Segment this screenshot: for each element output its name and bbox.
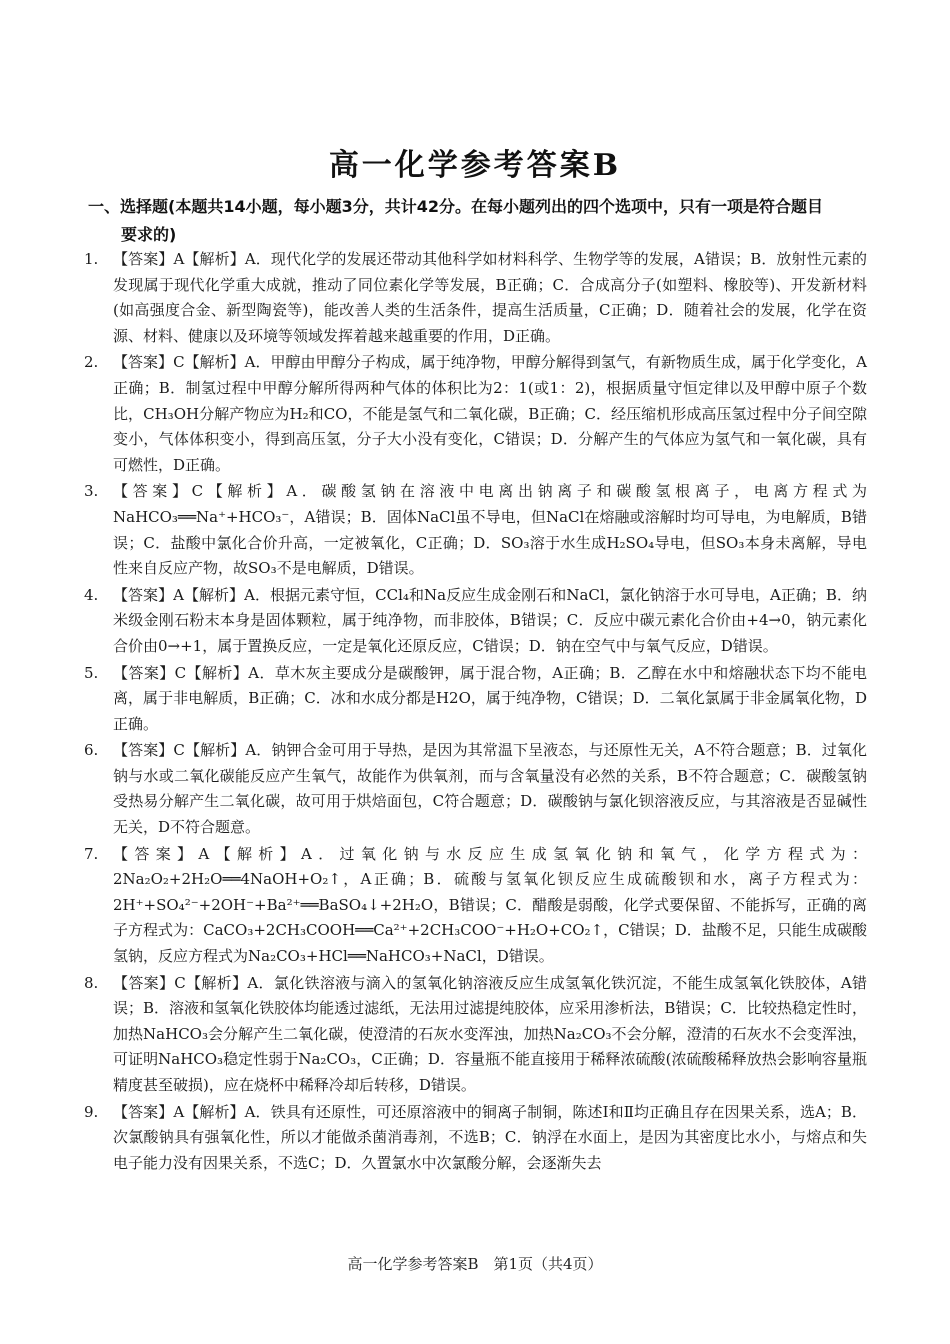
answer-text: 【答案】A【解析】A．现代化学的发展还带动其他科学如材料科学、生物学等的发展，A错误；B．放射性元素的发现属于现代化学重大成就，推动了同位素化学等发展，B正确；C．合成高分子(如塑料、橡胶等)、开发新材料(如高强度合金、新型陶瓷等)，能改善人类的生活条件，提高生活质量，C正确；D．随着社会的发展，化学在资源、材料、健康以及环境等领域发挥着越来越重要的作用，D正确。 <box>113 250 867 345</box>
answer-text: 【答案】A【解析】A．过氧化钠与水反应生成氢氧化钠和氧气，化学方程式为：2Na₂O₂+2H₂O══4NaOH+O₂↑，A正确；B．硫酸与氢氧化钡反应生成硫酸钡和水，离子方程式为：2H⁺+SO₄²⁻+2OH⁻+Ba²⁺══BaSO₄↓+2H₂O，B错误；C．醋酸是弱酸，化学式要保留、不能拆写，正确的离子方程式为：CaCO₃+2CH₃COOH══Ca²⁺+2CH₃COO⁻+H₂O+CO₂↑，C错误；D．盐酸不足，只能生成碳酸氢钠，反应方程式为Na₂CO₃+HCl══NaHCO₃+NaCl，D错误。 <box>113 844 867 966</box>
answer-number: 5. <box>84 663 99 682</box>
answer-number: 1. <box>84 250 99 268</box>
page-footer: 高一化学参考答案B 第1页（共4页） <box>347 1255 603 1273</box>
page-title: 高一化学参考答案B <box>328 148 622 183</box>
answer-text: 【答案】C【解析】A．碳酸氢钠在溶液中电离出钠离子和碳酸氢根离子，电离方程式为NaHCO₃══Na⁺+HCO₃⁻，A错误；B．固体NaCl虽不导电，但NaCl在熔融或溶解时均可导电，为电解质，B错误；C．盐酸中氯化合价升高，一定被氧化，C正确；D．SO₃溶于水生成H₂SO₄导电，但SO₃本身未离解，导电性来自反应产物，故SO₃不是电解质，D错误。 <box>113 482 867 578</box>
answer-item-8 <box>84 971 867 1099</box>
answer-number: 4. <box>84 585 99 604</box>
answer-number: 6. <box>84 741 99 760</box>
section-heading-line2: 要求的) <box>121 225 177 244</box>
answer-item-3 <box>84 479 867 581</box>
answer-item-4 <box>84 583 867 660</box>
answer-number: 7. <box>84 844 99 863</box>
answer-list <box>84 247 867 1177</box>
answer-text: 【答案】C【解析】A．氯化铁溶液与滴入的氢氧化钠溶液反应生成氢氧化铁沉淀，不能生成氢氧化铁胶体，A错误；B．溶液和氢氧化铁胶体均能透过滤纸，无法用过滤提纯胶体，应采用渗析法，B错误；C．比较热稳定性时，加热NaHCO₃会分解产生二氧化碳，使澄清的石灰水变浑浊，加热Na₂CO₃不会分解，澄清的石灰水不会变浑浊，可证明NaHCO₃稳定性弱于Na₂CO₃，C正确；D．容量瓶不能直接用于稀释浓硫酸(浓硫酸稀释放热会影响容量瓶精度甚至破损)，应在烧杯中稀释冷却后转移，D错误。 <box>113 973 867 1094</box>
answer-number: 9. <box>84 1102 99 1121</box>
answer-text: 【答案】A【解析】A．根据元素守恒，CCl₄和Na反应生成金刚石和NaCl，氯化钠溶于水可导电，A正确；B．纳米级金刚石粉末本身是固体颗粒，属于纯净物，而非胶体，B错误；C．反应中碳元素化合价由+4→0，钠元素化合价由0→+1，属于置换反应，一定是氧化还原反应，C错误；D．钠在空气中与氧气反应，D错误。 <box>113 585 867 655</box>
answer-number: 8. <box>84 973 99 992</box>
answer-number: 2. <box>84 353 99 372</box>
answer-text: 【答案】C【解析】A．草木灰主要成分是碳酸钾，属于混合物，A正确；B．乙醇在水中和熔融状态下均不能电离，属于非电解质，B正确；C．冰和水成分都是H2O，属于纯净物，C错误；D．二氧化氯属于非金属氧化物，D正确。 <box>113 663 867 733</box>
answer-item-7 <box>84 842 867 970</box>
answer-text: 【答案】C【解析】A．甲醇由甲醇分子构成，属于纯净物，甲醇分解得到氢气，有新物质生成，属于化学变化，A正确；B．制氢过程中甲醇分解所得两种气体的体积比为2：1(或1：2)，根据质量守恒定律以及甲醇中原子个数比，CH₃OH分解产物应为H₂和CO，不能是氢气和二氧化碳，B正确；C．经压缩机形成高压氢过程中分子间空隙变小，气体体积变小，得到高压氢，分子大小没有变化，C错误；D．分解产生的气体应为氢气和一氧化碳，具有可燃性，D正确。 <box>113 353 867 474</box>
answer-text: 【答案】A【解析】A．铁具有还原性，可还原溶液中的铜离子制铜，陈述Ⅰ和Ⅱ均正确且存在因果关系，选A；B．次氯酸钠具有强氧化性，所以才能做杀菌消毒剂，不选B；C．钠浮在水面上，是因为其密度比水小，与熔点和失电子能力没有因果关系，不选C；D．久置氯水中次氯酸分解，会逐渐失去 <box>113 1102 867 1172</box>
answer-item-5 <box>84 661 867 738</box>
answer-item-2 <box>84 350 867 478</box>
answer-text: 【答案】C【解析】A．钠钾合金可用于导热，是因为其常温下呈液态，与还原性无关，A不符合题意；B．过氧化钠与水或二氧化碳能反应产生氧气，故能作为供氧剂，而与含氧量没有必然的关系，B不符合题意；C．碳酸氢钠受热易分解产生二氧化碳，故可用于烘焙面包，C符合题意；D．碳酸钠与氯化钡溶液反应，与其溶液是否显碱性无关，D不符合题意。 <box>113 741 867 837</box>
section-heading <box>88 193 870 249</box>
answer-number: 3. <box>84 482 99 501</box>
answer-item-9 <box>84 1100 867 1177</box>
section-heading-line1: 一、选择题(本题共14小题，每小题3分，共计42分。在每小题列出的四个选项中，只有一项是符合题目 <box>88 197 823 216</box>
answer-item-1 <box>84 247 867 349</box>
answer-item-6 <box>84 738 867 840</box>
